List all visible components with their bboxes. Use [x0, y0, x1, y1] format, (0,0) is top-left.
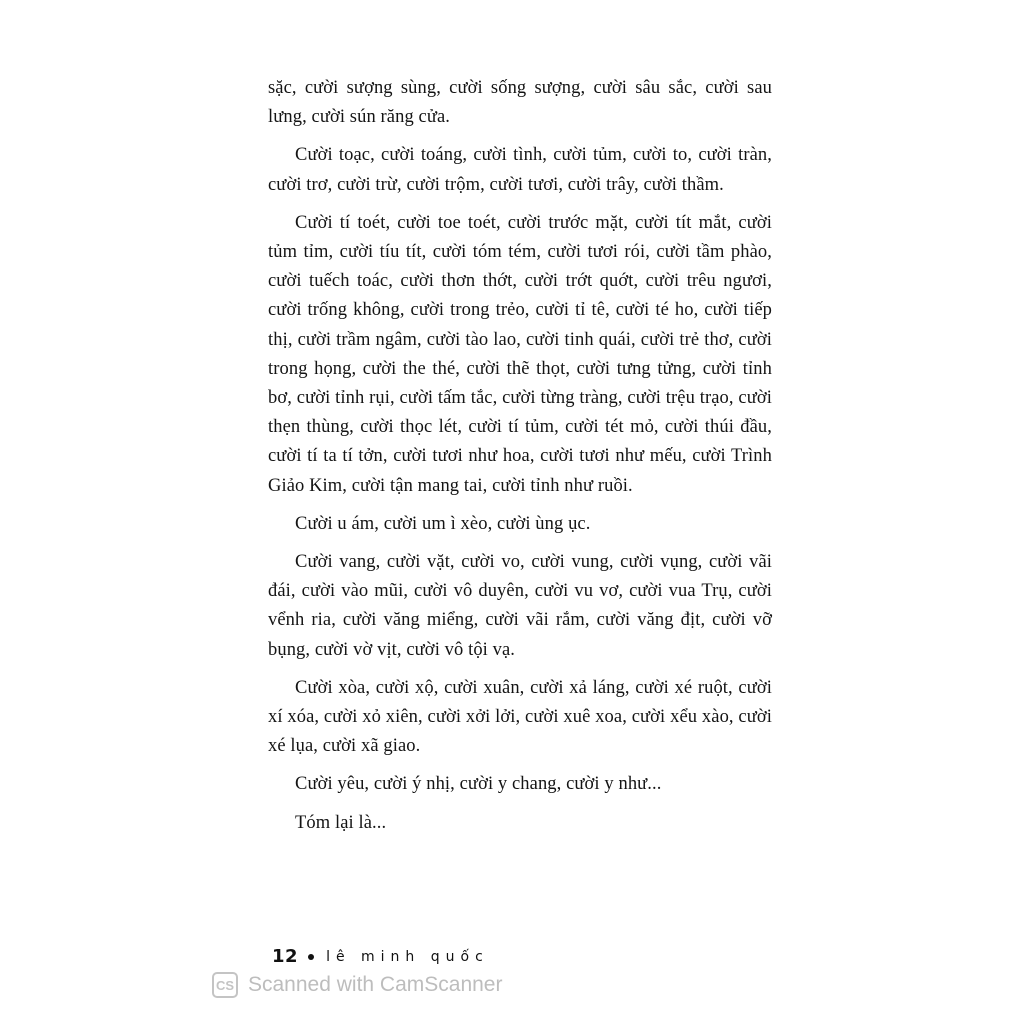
author-name: lê minh quốc: [326, 948, 489, 965]
book-page-body: [268, 74, 772, 847]
bullet-separator-icon: [308, 954, 314, 960]
camscanner-watermark: [212, 972, 502, 998]
paragraph-v-laughs: Cười vang, cười vặt, cười vo, cười vung, cười vụng, cười vãi đái, cười vào mũi, cười vô duyên, cười vu vơ, cười vua Trụ, cười vểnh ria, cười văng miểng, cười vãi rắm, cười văng địt, cười vỡ bụng, cười vờ vịt, cười vô tội vạ.: [268, 552, 772, 660]
watermark-text: Scanned with CamScanner: [248, 973, 503, 996]
page-number: 12: [272, 946, 299, 967]
paragraph-x-laughs: Cười xòa, cười xộ, cười xuân, cười xả láng, cười xé ruột, cười xí xóa, cười xỏ xiên, cười xởi lởi, cười xuê xoa, cười xểu xào, cười xé lụa, cười xã giao.: [268, 677, 772, 757]
page-footer: [272, 946, 489, 967]
paragraph-t-laughs-long: Cười tí toét, cười toe toét, cười trước mặt, cười tít mắt, cười tủm tỉm, cười tíu tít, cười tóm tém, cười tươi rói, cười tầm phào, cười tuếch toác, cười thơn thớt, cười trớt quớt, cười trêu ngươi, cười trống không, cười trong trẻo, cười tỉ tê, cười té ho, cười tiếp thị, cười trầm ngâm, cười tào lao, cười tinh quái, cười trẻ thơ, cười trong họng, cười the thé, cười thẽ thọt, cười tưng tửng, cười tỉnh bơ, cười tỉnh rụi, cười tấm tắc, cười từng tràng, cười trệu trạo, cười thẹn thùng, cười thọc lét, cười tí tủm, cười tét mỏ, cười thúi đầu, cười tí ta tí tởn, cười tươi như hoa, cười tươi như mếu, cười Trình Giảo Kim, cười tận mang tai, cười tỉnh như ruồi.: [268, 212, 772, 496]
paragraph-t-laughs: Cười toạc, cười toáng, cười tình, cười tủm, cười to, cười tràn, cười trơ, cười trừ, cười trộm, cười tươi, cười trây, cười thầm.: [268, 145, 772, 195]
paragraph-continued: sặc, cười sượng sùng, cười sống sượng, cười sâu sắc, cười sau lưng, cười sún răng cửa.: [268, 78, 772, 128]
camscanner-logo-icon: CS: [212, 972, 238, 998]
paragraph-u-laughs: Cười u ám, cười um ì xèo, cười ùng ục.: [295, 513, 591, 534]
paragraph-conclusion: Tóm lại là...: [295, 812, 387, 833]
paragraph-y-laughs: Cười yêu, cười ý nhị, cười y chang, cười y như...: [295, 774, 662, 795]
